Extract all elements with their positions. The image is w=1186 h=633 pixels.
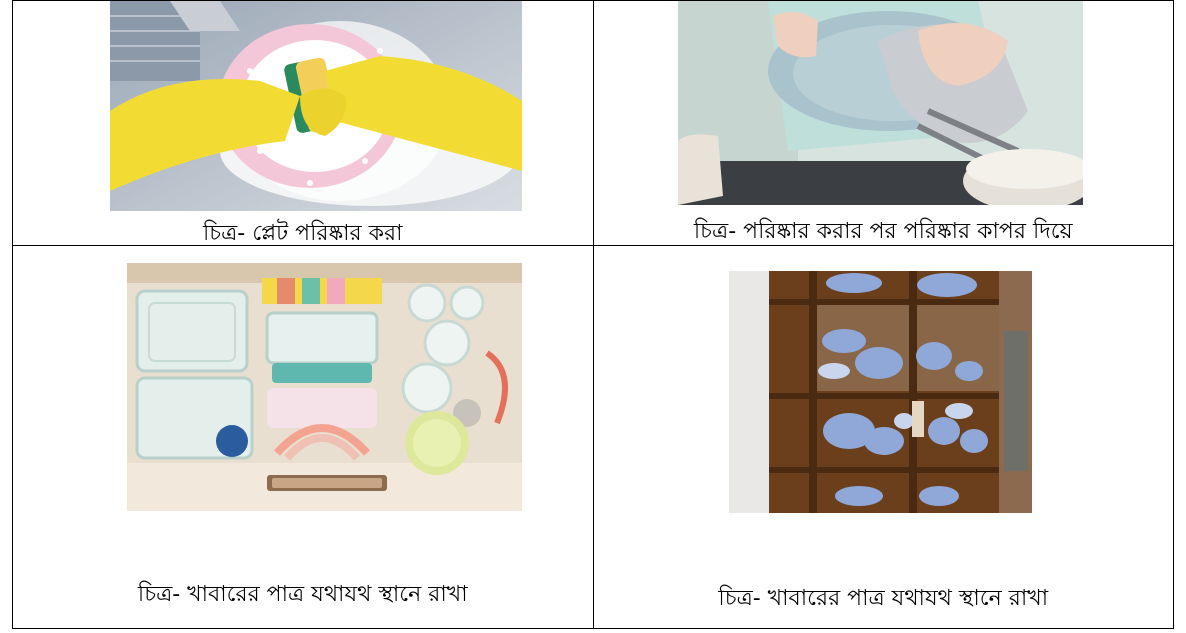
photo-cabinet-storage [729, 271, 1032, 513]
photo-plate-drying [678, 1, 1083, 205]
photo-drawer-storage [127, 263, 522, 511]
caption-drawer-storage: চিত্র- খাবারের পাত্র যথাযথ স্থানে রাখা [137, 582, 468, 607]
table-cell-drawer-storage [13, 246, 594, 629]
photo-plate-washing [110, 1, 522, 211]
caption-plate-washing: চিত্র- প্লেট পরিষ্কার করা [202, 221, 403, 246]
image-caption-table [12, 0, 1174, 629]
table-cell-plate-washing [13, 1, 594, 246]
table-cell-plate-drying [593, 1, 1174, 246]
table-cell-cabinet-storage [593, 246, 1174, 629]
caption-plate-drying: চিত্র- পরিষ্কার করার পর পরিষ্কার কাপর দিয়ে [693, 219, 1073, 244]
caption-cabinet-storage: চিত্র- খাবারের পাত্র যথাযথ স্থানে রাখা [718, 586, 1049, 611]
